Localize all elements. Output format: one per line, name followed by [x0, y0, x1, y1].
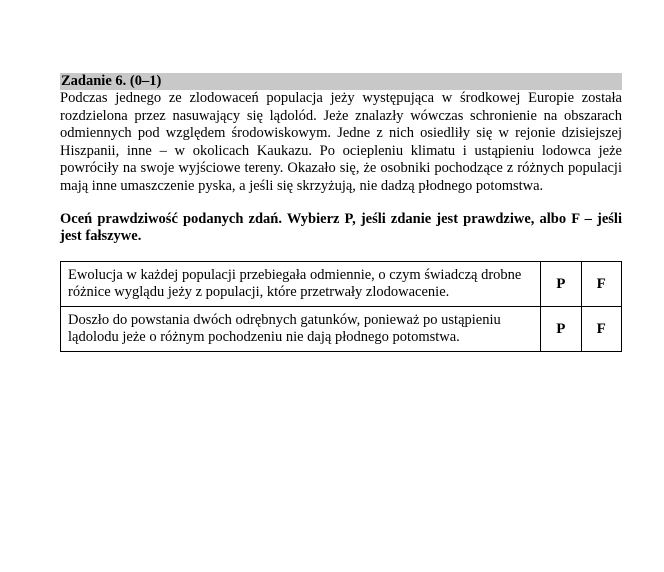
- statement-1-true-option[interactable]: P: [541, 262, 581, 307]
- exam-task: [60, 73, 622, 352]
- table-row: [61, 262, 622, 307]
- task-intro: Podczas jednego ze zlodowaceń populacja jeży występująca w środkowej Europie została rozdzielona przez nasuwający się lądolód. Jeże znalazły wówczas schronienie na obszarach odmiennych pod względem środowiskowym. Jedne z nich osiedliły się w rejonie dzisiejszej Hiszpanii, inne – w okolicach Kaukazu. Po ociepleniu klimatu i ustąpieniu lodowca jeże powróciły na swoje wyjściowe tereny. Okazało się, że osobniki pochodzące z różnych populacji mają inne umaszczenie pyska, a jeśli się skrzyżują, nie dadzą płodnego potomstwa.: [60, 90, 622, 194]
- true-false-table: [60, 261, 622, 352]
- statement-2-true-option[interactable]: P: [541, 307, 581, 352]
- task-instruction: Oceń prawdziwość podanych zdań. Wybierz P, jeśli zdanie jest prawdziwe, albo F – jeśli jest fałszywe.: [60, 210, 622, 245]
- statement-2-text: Doszło do powstania dwóch odrębnych gatunków, ponieważ po ustąpieniu lądolodu jeże o różnym pochodzeniu nie dają płodnego potomstwa.: [61, 307, 541, 352]
- table-row: [61, 307, 622, 352]
- statement-1-false-option[interactable]: F: [581, 262, 621, 307]
- task-title: Zadanie 6. (0–1): [60, 73, 622, 90]
- statement-1-text: Ewolucja w każdej populacji przebiegała odmiennie, o czym świadczą drobne różnice wyglądu jeży z populacji, które przetrwały zlodowacenie.: [61, 262, 541, 307]
- statement-2-false-option[interactable]: F: [581, 307, 621, 352]
